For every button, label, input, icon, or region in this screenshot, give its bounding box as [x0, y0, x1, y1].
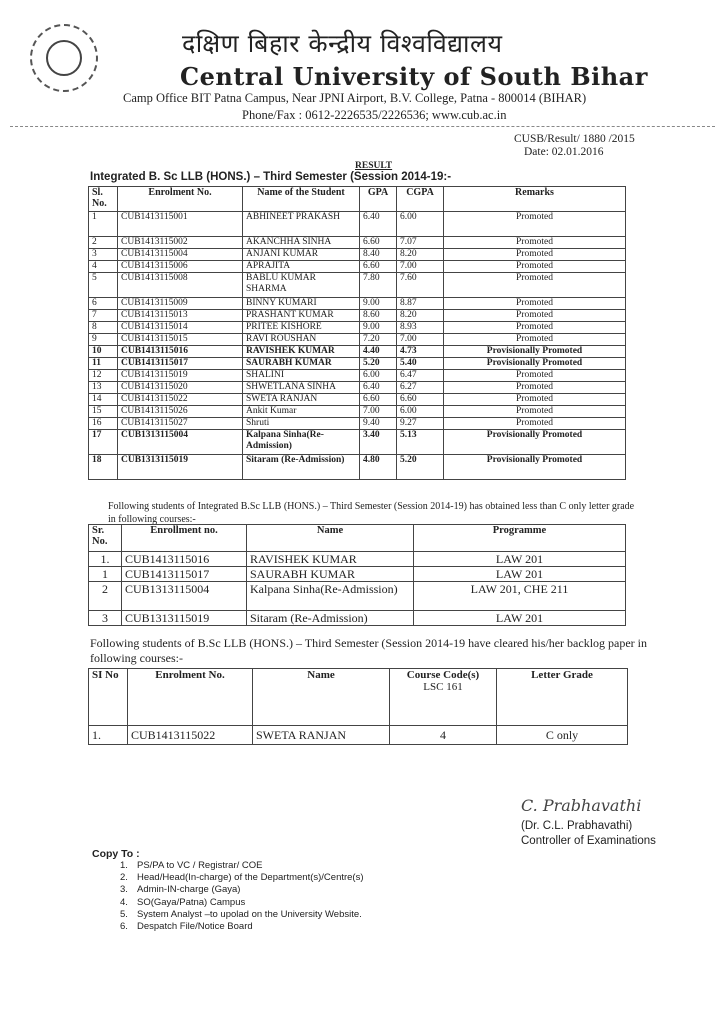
header-cgpa: CGPA — [397, 187, 444, 212]
cgpa-cell: 7.00 — [397, 334, 444, 346]
copy-to-item-number: 6. — [120, 921, 128, 933]
header-name: Name — [253, 669, 390, 726]
gpa-cell: 6.40 — [360, 212, 397, 237]
cgpa-cell: 6.27 — [397, 382, 444, 394]
gpa-cell: 7.80 — [360, 273, 397, 298]
sr-no-cell: 3 — [89, 611, 122, 626]
sl-no-cell: 17 — [89, 430, 118, 455]
header-remarks: Remarks — [444, 187, 626, 212]
enrollment-cell: CUB1313115019 — [122, 611, 247, 626]
name-cell: RAVISHEK KUMAR — [247, 552, 414, 567]
document-date: Date: 02.01.2016 — [524, 146, 604, 158]
student-name-cell: ANJANI KUMAR — [243, 249, 360, 261]
sl-no-cell: 7 — [89, 310, 118, 322]
remarks-cell: Provisionally Promoted — [444, 358, 626, 370]
student-name-cell: SAURABH KUMAR — [243, 358, 360, 370]
copy-to-item-number: 1. — [120, 860, 128, 871]
table-row — [89, 273, 626, 298]
gpa-cell: 8.60 — [360, 310, 397, 322]
remarks-cell: Promoted — [444, 334, 626, 346]
enrollment-cell: CUB1313115004 — [122, 582, 247, 611]
student-name-cell: AKANCHHA SINHA — [243, 237, 360, 249]
university-name-hindi: दक्षिण बिहार केन्द्रीय विश्वविद्यालय — [182, 29, 503, 58]
table-row — [89, 430, 626, 455]
name-cell: Kalpana Sinha(Re-Admission) — [247, 582, 414, 611]
letter-grade-cell: C only — [497, 726, 628, 745]
enrolment-cell: CUB1413115022 — [118, 394, 243, 406]
enrolment-cell: CUB1413115009 — [118, 298, 243, 310]
table-row — [89, 346, 626, 358]
programme-cell: LAW 201 — [414, 567, 626, 582]
copy-to-item-text: PS/PA to VC / Registrar/ COE — [137, 860, 263, 871]
signature-scribble: C. Prabhavathi — [521, 796, 642, 815]
cgpa-cell: 6.47 — [397, 370, 444, 382]
student-name-cell: SHALINI — [243, 370, 360, 382]
cgpa-cell: 8.93 — [397, 322, 444, 334]
copy-to-item-number: 5. — [120, 908, 128, 920]
table-row — [89, 370, 626, 382]
remarks-cell: Provisionally Promoted — [444, 430, 626, 455]
copy-to-item-text: Despatch File/Notice Board — [137, 921, 253, 933]
results-table-header — [89, 187, 626, 212]
enrolment-cell: CUB1413115006 — [118, 261, 243, 273]
remarks-cell: Promoted — [444, 322, 626, 334]
student-name-cell: BABLU KUMAR SHARMA — [243, 273, 360, 298]
course-code-sub: LSC 161 — [423, 681, 463, 693]
university-name-english: Central University of South Bihar — [180, 62, 648, 91]
backlog-table-header — [89, 669, 628, 726]
si-no-cell: 1. — [89, 726, 128, 745]
gpa-cell: 9.00 — [360, 298, 397, 310]
gpa-cell: 6.60 — [360, 261, 397, 273]
header-sr-no: Sr. No. — [89, 525, 122, 552]
sl-no-cell: 12 — [89, 370, 118, 382]
table-row — [89, 611, 626, 626]
gpa-cell: 7.00 — [360, 406, 397, 418]
remarks-cell: Promoted — [444, 273, 626, 298]
sl-no-cell: 15 — [89, 406, 118, 418]
table-row — [89, 237, 626, 249]
enrollment-cell: CUB1413115017 — [122, 567, 247, 582]
header-si-no: SI No — [89, 669, 128, 726]
less-than-c-table — [88, 524, 626, 626]
remarks-cell: Promoted — [444, 394, 626, 406]
copy-to-item-number: 4. — [120, 896, 128, 908]
remarks-cell: Promoted — [444, 406, 626, 418]
copy-to-item-text: Admin-IN-charge (Gaya) — [137, 884, 241, 896]
header-enrolment-no: Enrolment No. — [128, 669, 253, 726]
gpa-cell: 6.40 — [360, 382, 397, 394]
copy-to-item — [120, 860, 364, 872]
sl-no-cell: 6 — [89, 298, 118, 310]
programme-cell: LAW 201 — [414, 611, 626, 626]
student-name-cell: RAVISHEK KUMAR — [243, 346, 360, 358]
cgpa-cell: 7.00 — [397, 261, 444, 273]
student-name-cell: Kalpana Sinha(Re-Admission) — [243, 430, 360, 455]
remarks-cell: Promoted — [444, 310, 626, 322]
header-enrollment: Enrollment no. — [122, 525, 247, 552]
cgpa-cell: 8.87 — [397, 298, 444, 310]
header-gpa: GPA — [360, 187, 397, 212]
header-course-codes — [390, 669, 497, 726]
student-name-cell: RAVI ROUSHAN — [243, 334, 360, 346]
enrolment-cell: CUB1413115026 — [118, 406, 243, 418]
sl-no-cell: 8 — [89, 322, 118, 334]
student-name-cell: SHWETLANA SINHA — [243, 382, 360, 394]
sr-no-cell: 2 — [89, 582, 122, 611]
table-row — [89, 358, 626, 370]
sl-no-cell: 5 — [89, 273, 118, 298]
table-row — [89, 249, 626, 261]
table-row — [89, 406, 626, 418]
gpa-cell: 6.00 — [360, 370, 397, 382]
student-name-cell: ABHINEET PRAKASH — [243, 212, 360, 237]
section1-heading: Integrated B. Sc LLB (HONS.) – Third Semester (Session 2014-19:- — [90, 171, 452, 183]
gpa-cell: 6.60 — [360, 237, 397, 249]
sl-no-cell: 16 — [89, 418, 118, 430]
backlog-table — [88, 668, 628, 745]
enrolment-cell: CUB1413115017 — [118, 358, 243, 370]
university-logo — [30, 24, 98, 92]
programme-cell: LAW 201, CHE 211 — [414, 582, 626, 611]
university-address: Camp Office BIT Patna Campus, Near JPNI Airport, B.V. College, Patna - 800014 (BIHAR) — [123, 91, 587, 105]
gpa-cell: 8.40 — [360, 249, 397, 261]
university-contact: Phone/Fax : 0612-2226535/2226536; www.cub.ac.in — [242, 108, 507, 122]
cgpa-cell: 7.60 — [397, 273, 444, 298]
logo-emblem-icon — [46, 40, 82, 76]
table-row — [89, 455, 626, 480]
table-row — [89, 394, 626, 406]
copy-to-list — [120, 860, 364, 933]
cgpa-cell: 9.27 — [397, 418, 444, 430]
copy-to-item — [120, 921, 364, 933]
enrolment-cell: CUB1413115014 — [118, 322, 243, 334]
sl-no-cell: 1 — [89, 212, 118, 237]
enrolment-cell: CUB1413115022 — [128, 726, 253, 745]
student-name-cell: PRITEE KISHORE — [243, 322, 360, 334]
student-name-cell: SWETA RANJAN — [243, 394, 360, 406]
signatory-role: Controller of Examinations — [521, 835, 656, 847]
gpa-cell: 3.40 — [360, 430, 397, 455]
student-name-cell: Shruti — [243, 418, 360, 430]
signatory-name: (Dr. C.L. Prabhavathi) — [521, 820, 633, 832]
sl-no-cell: 9 — [89, 334, 118, 346]
table-row — [89, 261, 626, 273]
enrolment-cell: CUB1413115027 — [118, 418, 243, 430]
table-row — [89, 567, 626, 582]
table-row — [89, 552, 626, 567]
gpa-cell: 9.00 — [360, 322, 397, 334]
table-row — [89, 212, 626, 237]
enrolment-cell: CUB1413115008 — [118, 273, 243, 298]
cgpa-cell: 5.40 — [397, 358, 444, 370]
remarks-cell: Promoted — [444, 237, 626, 249]
gpa-cell: 7.20 — [360, 334, 397, 346]
reference-number: CUSB/Result/ 1880 /2015 — [514, 133, 635, 145]
copy-to-item-text: Head/Head(In-charge) of the Department(s)/Centre(s) — [137, 872, 364, 884]
remarks-cell: Provisionally Promoted — [444, 455, 626, 480]
remarks-cell: Promoted — [444, 212, 626, 237]
copy-to-item-text: SO(Gaya/Patna) Campus — [137, 896, 246, 908]
gpa-cell: 6.60 — [360, 394, 397, 406]
sr-no-cell: 1. — [89, 552, 122, 567]
header-divider — [10, 126, 715, 127]
cgpa-cell: 8.20 — [397, 310, 444, 322]
cgpa-cell: 6.00 — [397, 406, 444, 418]
cgpa-cell: 5.20 — [397, 455, 444, 480]
remarks-cell: Promoted — [444, 370, 626, 382]
copy-to-label: Copy To : — [92, 848, 140, 860]
sl-no-cell: 10 — [89, 346, 118, 358]
table-row — [89, 334, 626, 346]
table-row — [89, 726, 628, 745]
remarks-cell: Promoted — [444, 382, 626, 394]
name-cell: SWETA RANJAN — [253, 726, 390, 745]
enrolment-cell: CUB1413115020 — [118, 382, 243, 394]
copy-to-item-number: 2. — [120, 872, 128, 884]
cgpa-cell: 6.00 — [397, 212, 444, 237]
copy-to-item-number: 3. — [120, 884, 128, 896]
remarks-cell: Promoted — [444, 249, 626, 261]
gpa-cell: 4.40 — [360, 346, 397, 358]
gpa-cell: 5.20 — [360, 358, 397, 370]
sl-no-cell: 4 — [89, 261, 118, 273]
student-name-cell: APRAJITA — [243, 261, 360, 273]
cgpa-cell: 5.13 — [397, 430, 444, 455]
name-cell: SAURABH KUMAR — [247, 567, 414, 582]
student-name-cell: Ankit Kumar — [243, 406, 360, 418]
cgpa-cell: 4.73 — [397, 346, 444, 358]
table-row — [89, 310, 626, 322]
sl-no-cell: 18 — [89, 455, 118, 480]
less-than-c-table-header — [89, 525, 626, 552]
programme-cell: LAW 201 — [414, 552, 626, 567]
header-name: Name — [247, 525, 414, 552]
copy-to-item — [120, 897, 364, 909]
cgpa-cell: 8.20 — [397, 249, 444, 261]
name-cell: Sitaram (Re-Admission) — [247, 611, 414, 626]
header-letter-grade: Letter Grade — [497, 669, 628, 726]
student-name-cell: Sitaram (Re-Admission) — [243, 455, 360, 480]
sl-no-cell: 13 — [89, 382, 118, 394]
header-enrolment: Enrolment No. — [118, 187, 243, 212]
table-row — [89, 418, 626, 430]
less-than-c-note: Following students of Integrated B.Sc LLB (HONS.) – Third Semester (Session 2014-19) has obtained less than C only letter grade in following courses:- — [108, 501, 635, 525]
cgpa-cell: 7.07 — [397, 237, 444, 249]
student-name-cell: PRASHANT KUMAR — [243, 310, 360, 322]
copy-to-item — [120, 909, 364, 921]
cgpa-cell: 6.60 — [397, 394, 444, 406]
results-table — [88, 186, 626, 480]
sl-no-cell: 14 — [89, 394, 118, 406]
enrolment-cell: CUB1413115013 — [118, 310, 243, 322]
course-code-cell: 4 — [390, 726, 497, 745]
enrolment-cell: CUB1413115004 — [118, 249, 243, 261]
sl-no-cell: 3 — [89, 249, 118, 261]
header-programme: Programme — [414, 525, 626, 552]
gpa-cell: 9.40 — [360, 418, 397, 430]
enrolment-cell: CUB1313115004 — [118, 430, 243, 455]
remarks-cell: Promoted — [444, 298, 626, 310]
table-row — [89, 382, 626, 394]
enrolment-cell: CUB1413115016 — [118, 346, 243, 358]
course-code-header-label: Course Code(s) — [406, 669, 480, 681]
sr-no-cell: 1 — [89, 567, 122, 582]
gpa-cell: 4.80 — [360, 455, 397, 480]
result-title: RESULT — [355, 161, 393, 171]
header-student-name: Name of the Student — [243, 187, 360, 212]
enrolment-cell: CUB1313115019 — [118, 455, 243, 480]
remarks-cell: Promoted — [444, 261, 626, 273]
sl-no-cell: 2 — [89, 237, 118, 249]
enrolment-cell: CUB1413115001 — [118, 212, 243, 237]
enrolment-cell: CUB1413115019 — [118, 370, 243, 382]
copy-to-item-text: System Analyst –to upolad on the University Website. — [137, 908, 362, 920]
copy-to-item — [120, 872, 364, 884]
table-row — [89, 582, 626, 611]
table-row — [89, 322, 626, 334]
table-row — [89, 298, 626, 310]
header-sl-no: Sl. No. — [89, 187, 118, 212]
enrolment-cell: CUB1413115015 — [118, 334, 243, 346]
remarks-cell: Provisionally Promoted — [444, 346, 626, 358]
copy-to-item — [120, 884, 364, 896]
backlog-cleared-note: Following students of B.Sc LLB (HONS.) – Third Semester (Session 2014-19 have cleared his/her backlog paper in following courses:- — [90, 636, 648, 665]
enrollment-cell: CUB1413115016 — [122, 552, 247, 567]
remarks-cell: Promoted — [444, 418, 626, 430]
enrolment-cell: CUB1413115002 — [118, 237, 243, 249]
student-name-cell: BINNY KUMARI — [243, 298, 360, 310]
sl-no-cell: 11 — [89, 358, 118, 370]
